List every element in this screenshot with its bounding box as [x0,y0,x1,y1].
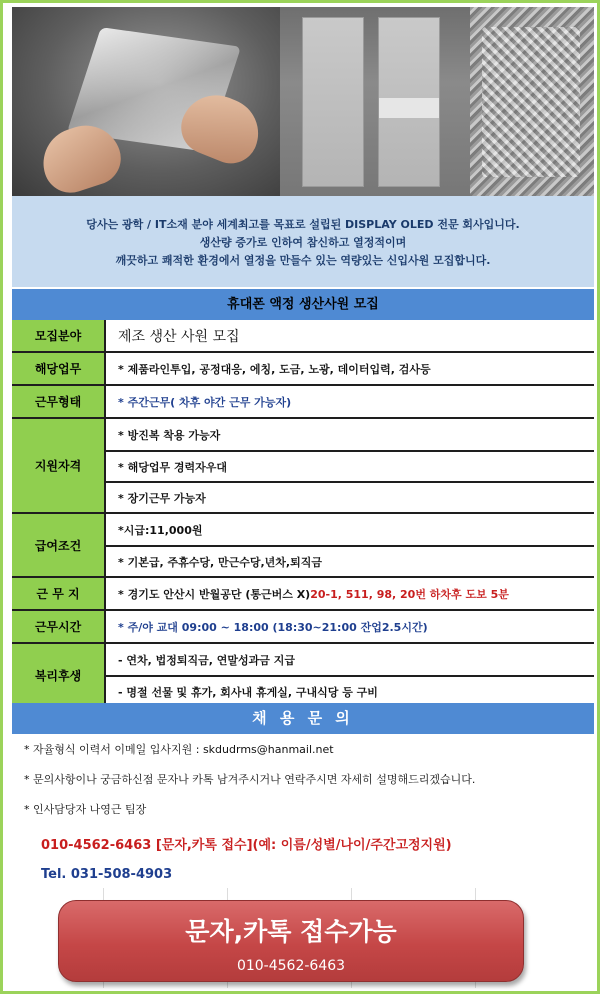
table-row-recruit [12,320,594,353]
row-value: * 방진복 착용 가능자 [118,428,221,442]
row-value: * 해당업무 경력자우대 [106,450,594,481]
tel-line[interactable]: Tel. 031-508-4903 [41,867,173,882]
location-address: * 경기도 안산시 반월공단 (통근버스 X) [118,587,311,601]
inquiry-email-line: * 자율형식 이력서 이메일 입사지원 : skdudrms@hanmail.net [24,743,334,756]
row-label: 지원자격 [12,419,106,512]
table-row-qualify [12,419,594,514]
row-label: 해당업무 [12,353,106,384]
inquiry-contact-line: * 문의사항이나 궁금하신점 문자나 카톡 남겨주시거나 연락주시면 자세히 설명해드리겠습니다. [24,773,476,786]
row-label: 복리후생 [12,644,106,706]
row-label: 근 무 지 [12,578,106,609]
machine-detail [482,27,580,177]
row-value: - 연차, 법정퇴직금, 연말성과금 지급 [118,653,296,667]
phone-apply-line[interactable]: 010-4562-6463 [문자,카톡 접수](예: 이름/성별/나이/주간고정지원) [41,838,452,853]
panel-strip [378,17,440,187]
photo-film-in-hands [12,7,280,196]
row-value: - 명절 선물 및 휴가, 회사내 휴게실, 구내식당 등 구비 [106,675,594,706]
row-value: * 기본급, 주휴수당, 만근수당,년차,퇴직금 [106,545,594,576]
intro-line-1: 당사는 광학 / IT소재 분야 세계최고를 목표로 설립된 DISPLAY OLED 전문 회사입니다. [86,218,520,231]
cta-phone: 010-4562-6463 [236,958,346,974]
table-row-hours [12,611,594,644]
inquiry-title: 채 용 문 의 [12,703,594,734]
photo-machine [470,7,594,196]
cta-apply-button[interactable] [58,900,524,982]
location-bus-info: 20-1, 511, 98, 20번 하차후 도보 5분 [310,587,509,601]
inquiry-lines [12,734,594,824]
banner-photos [12,7,594,196]
row-label: 모집분야 [12,320,106,351]
row-value: * 장기근무 가능자 [106,481,594,512]
cta-title: 문자,카톡 접수가능 [185,917,397,946]
table-row-welfare [12,644,594,708]
panel-strip [302,17,364,187]
row-value: 제조 생산 사원 모집 [118,328,240,345]
recruit-table [12,320,594,708]
intro-box [12,196,594,287]
intro-line-2: 생산량 증가로 인하여 참신하고 열정적이며 [199,236,407,249]
row-label: 급여조건 [12,514,106,576]
intro-line-3: 깨끗하고 쾌적한 환경에서 열정을 만들수 있는 역량있는 신입사원 모집합니다. [115,254,491,267]
section-title: 휴대폰 액정 생산사원 모집 [12,289,594,320]
row-value [106,578,594,609]
row-value: *시급:11,000원 [118,523,203,537]
table-row-worktype [12,386,594,419]
row-value: * 제품라인투입, 공정대응, 에칭, 도금, 노광, 데이터입력, 검사등 [118,362,431,376]
inquiry-manager-line: * 인사담당자 나영근 팀장 [24,803,147,816]
table-row-pay [12,514,594,578]
table-row-location [12,578,594,611]
table-row-duty [12,353,594,386]
row-value: * 주간근무( 차후 야간 근무 가능자) [118,395,292,409]
row-value: * 주/야 교대 09:00 ~ 18:00 (18:30~21:00 잔업2.5시간) [118,620,428,634]
photo-panels [280,7,470,196]
row-label: 근무시간 [12,611,106,642]
row-label: 근무형태 [12,386,106,417]
